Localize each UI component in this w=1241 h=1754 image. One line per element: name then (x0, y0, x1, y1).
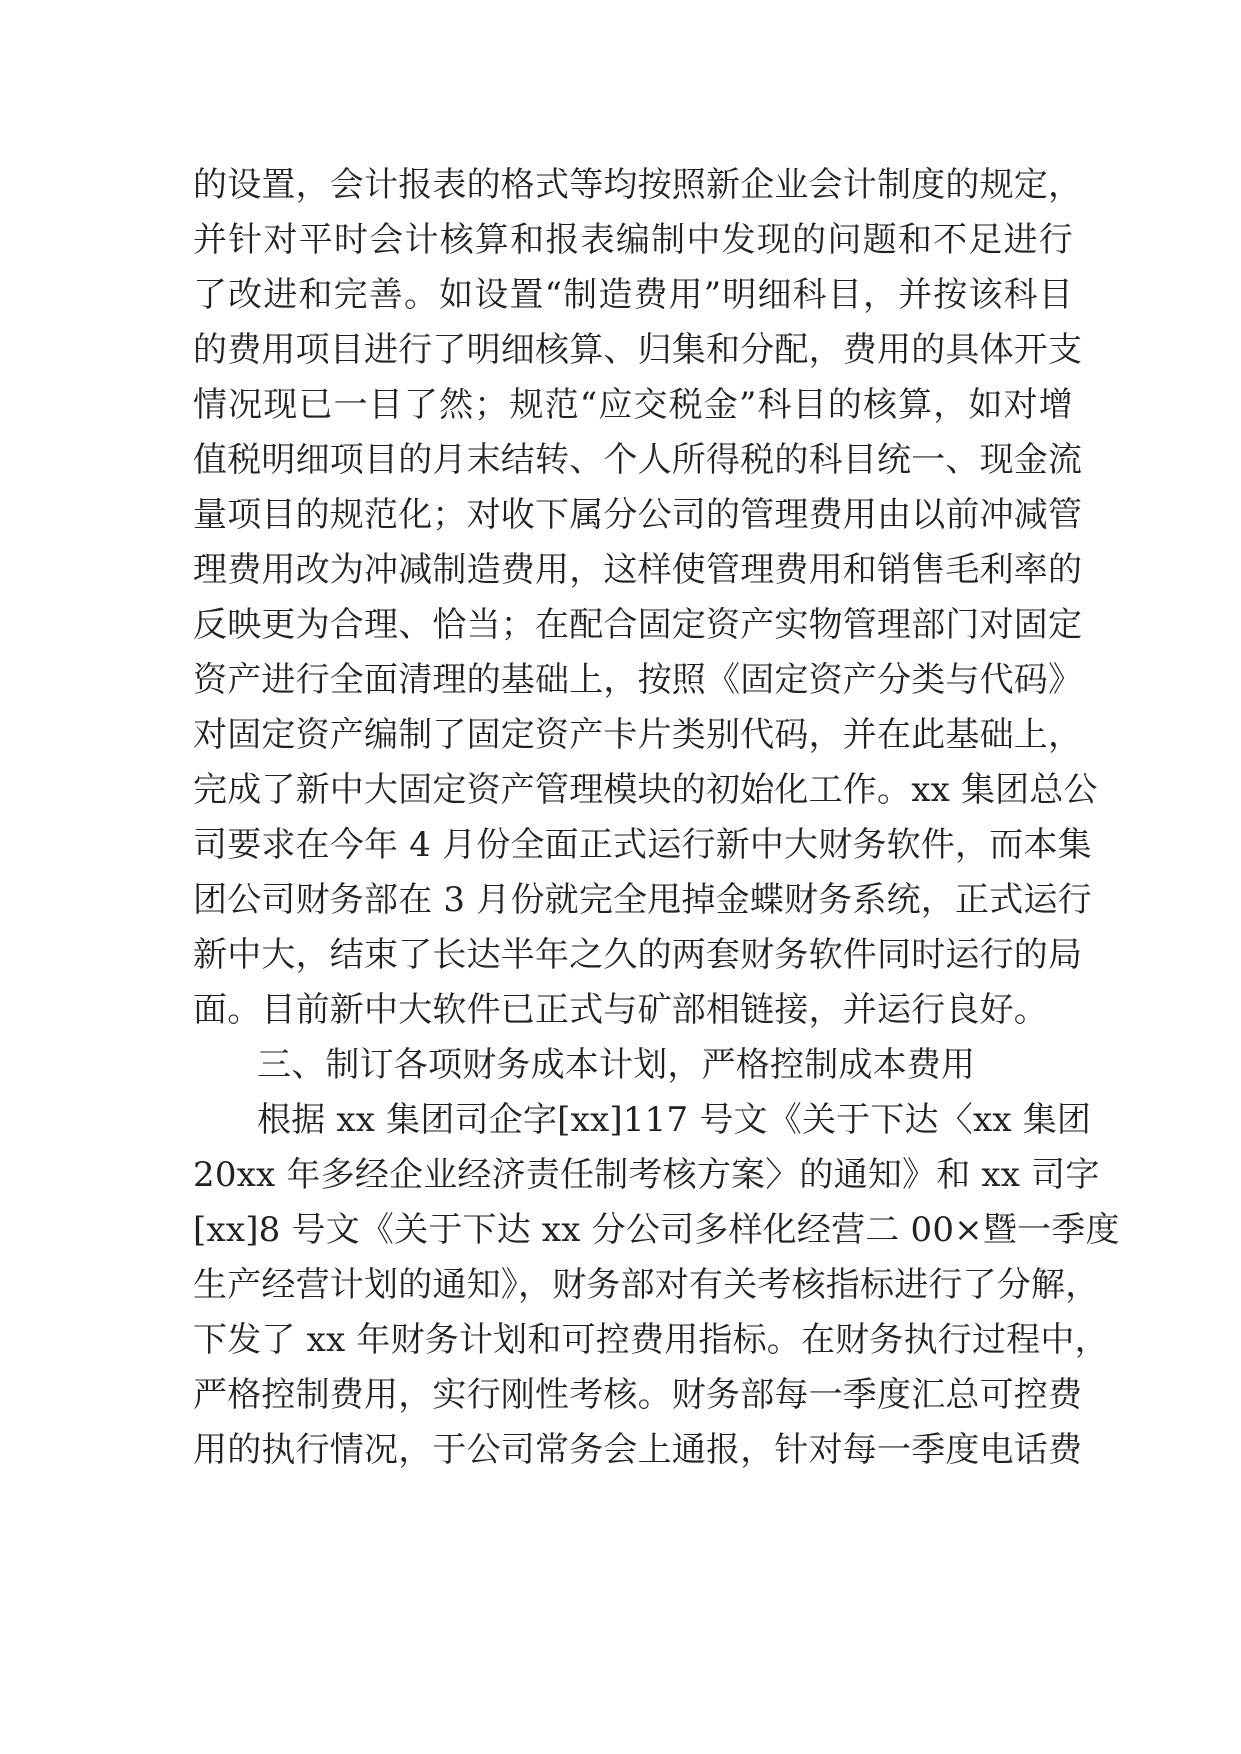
body-line: 下发了 xx 年财务计划和可控费用指标。在财务执行过程中， (193, 1320, 1109, 1360)
body-line: 完成了新中大固定资产管理模块的初始化工作。xx 集团总公 (193, 770, 1098, 810)
body-line: 了改进和完善。如设置“制造费用”明细科目，并按该科目 (193, 275, 1073, 315)
body-line: 严格控制费用，实行刚性考核。财务部每一季度汇总可控费 (193, 1375, 1083, 1415)
body-line: 面。目前新中大软件已正式与矿部相链接，并运行良好。 (193, 990, 1048, 1030)
body-line: 生产经营计划的通知》，财务部对有关考核指标进行了分解， (193, 1265, 1100, 1305)
body-line: 用的执行情况，于公司常务会上通报，针对每一季度电话费 (193, 1430, 1083, 1470)
body-line: 根据 xx 集团司企字[xx]117 号文《关于下达〈xx 集团 (257, 1100, 1092, 1140)
body-line: 值税明细项目的月末结转、个人所得税的科目统一、现金流 (193, 440, 1083, 480)
body-line: 量项目的规范化；对收下属分公司的管理费用由以前冲减管 (193, 495, 1083, 535)
body-line: 的设置，会计报表的格式等均按照新企业会计制度的规定， (193, 165, 1083, 205)
body-line: 理费用改为冲减制造费用，这样使管理费用和销售毛利率的 (193, 550, 1083, 590)
body-line: 的费用项目进行了明细核算、归集和分配，费用的具体开支 (193, 330, 1083, 370)
body-line: 情况现已一目了然；规范“应交税金”科目的核算，如对增 (193, 385, 1073, 425)
document-body (193, 158, 1120, 1478)
body-line: 司要求在今年 4 月份全面正式运行新中大财务软件，而本集 (193, 825, 1092, 865)
body-line: 并针对平时会计核算和报表编制中发现的问题和不足进行 (193, 220, 1073, 260)
body-line: 20xx 年多经企业经济责任制考核方案〉的通知》和 xx 司字 (193, 1155, 1100, 1195)
section-heading: 三、制订各项财务成本计划，严格控制成本费用 (257, 1045, 976, 1085)
body-line: 对固定资产编制了固定资产卡片类别代码，并在此基础上， (193, 715, 1083, 755)
body-line: 新中大，结束了长达半年之久的两套财务软件同时运行的局 (193, 935, 1083, 975)
body-line: 反映更为合理、恰当；在配合固定资产实物管理部门对固定 (193, 605, 1083, 645)
body-line: 资产进行全面清理的基础上，按照《固定资产分类与代码》 (193, 660, 1083, 700)
body-line: 团公司财务部在 3 月份就完全甩掉金蝶财务系统，正式运行 (193, 880, 1092, 920)
body-line: [xx]8 号文《关于下达 xx 分公司多样化经营二 00×暨一季度 (193, 1210, 1120, 1250)
